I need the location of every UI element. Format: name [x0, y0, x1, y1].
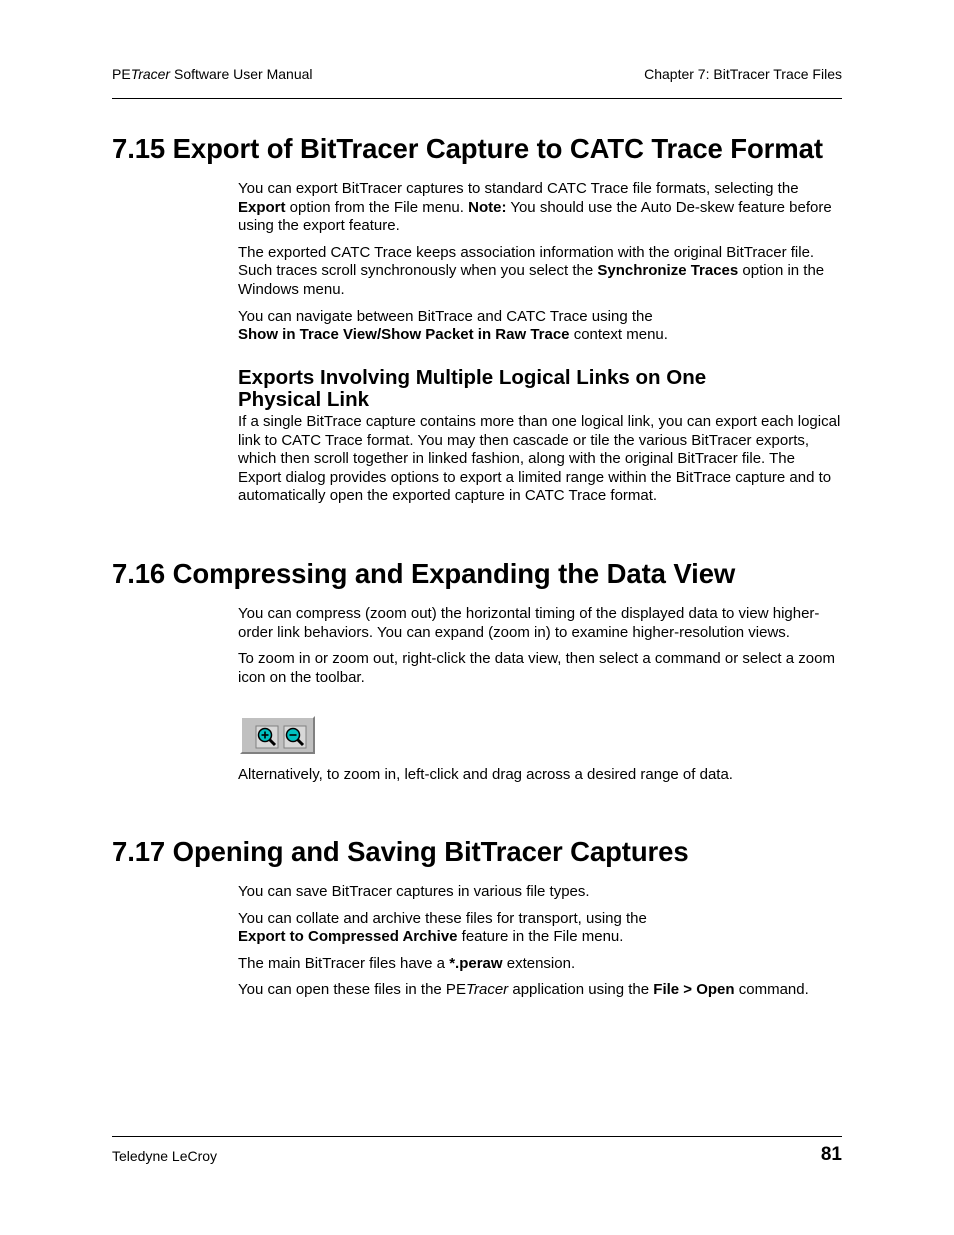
running-header-title: PETracer Software User Manual: [112, 66, 313, 82]
footer-company: Teledyne LeCroy: [112, 1148, 218, 1164]
section-7-15-body: [238, 180, 842, 353]
paragraph: You can compress (zoom out) the horizontal timing of the displayed data to view higher-order link behaviors. You can expand (zoom in) to examine higher-resolution views.: [238, 605, 820, 641]
paragraph: You can open these files in the PETracer application using the File > Open command.: [238, 981, 809, 999]
subsection-body: [238, 413, 842, 514]
paragraph: The main BitTracer files have a *.peraw extension.: [238, 954, 576, 972]
page-number: 81: [820, 1144, 842, 1165]
paragraph: You can export BitTracer captures to standard CATC Trace file formats, selecting the Export option from the File menu. Note: You should use the Auto De-skew feature before using the export feature.: [238, 180, 832, 235]
zoom-out-icon[interactable]: [283, 725, 307, 749]
section-7-17-heading: 7.17 Opening and Saving BitTracer Captures: [112, 836, 689, 867]
running-header-chapter: Chapter 7: BitTracer Trace Files: [644, 66, 842, 82]
section-7-15-heading: 7.15 Export of BitTracer Capture to CATC Trace Format: [112, 133, 823, 164]
section-7-17-body: [238, 883, 842, 1008]
section-7-16-closing: [238, 766, 842, 793]
paragraph: You can navigate between BitTrace and CATC Trace using the Show in Trace View/Show Packet in Raw Trace context menu.: [238, 307, 668, 344]
zoom-in-icon[interactable]: [255, 725, 279, 749]
subsection-heading: Exports Involving Multiple Logical Links on One Physical Link: [238, 366, 707, 411]
paragraph: Alternatively, to zoom in, left-click and drag across a desired range of data.: [238, 766, 733, 783]
header-rule: [112, 98, 842, 99]
zoom-toolbar: [240, 716, 315, 754]
paragraph: The exported CATC Trace keeps association information with the original BitTracer file. Such traces scroll synchronously when you select the Synchronize Traces option in the Windows menu.: [238, 243, 825, 298]
paragraph: To zoom in or zoom out, right-click the data view, then select a command or select a zoom icon on the toolbar.: [238, 650, 835, 686]
footer-rule: [112, 1136, 842, 1137]
paragraph: You can collate and archive these files for transport, using the Export to Compressed Archive feature in the File menu.: [238, 909, 647, 946]
paragraph: You can save BitTracer captures in various file types.: [238, 883, 590, 900]
section-7-16-heading: 7.16 Compressing and Expanding the Data View: [112, 558, 736, 589]
paragraph: If a single BitTrace capture contains more than one logical link, you can export each logical link to CATC Trace format. You may then cascade or tile the various BitTracer exports, which then scroll together in linked fashion, along with the original BitTracer file. The Export dialog provides options to export a limited range within the BitTrace capture and to automatically open the exported capture in CATC Trace format.: [238, 413, 841, 505]
section-7-16-body: [238, 605, 842, 695]
